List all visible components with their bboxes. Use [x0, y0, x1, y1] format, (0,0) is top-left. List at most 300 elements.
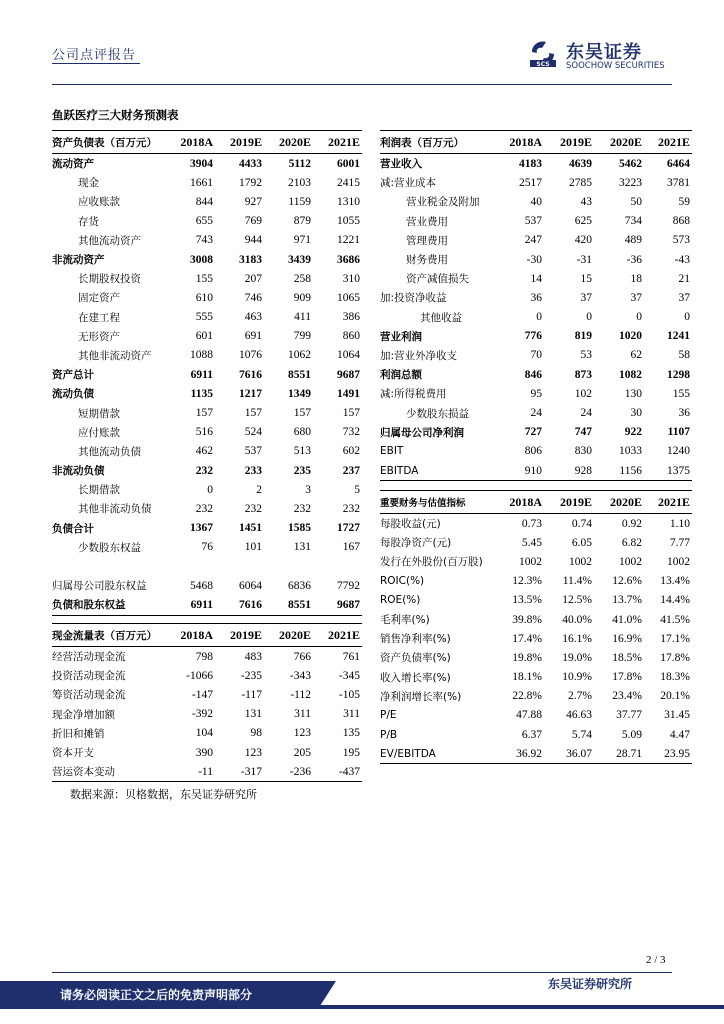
cell-value: 135	[342, 727, 360, 740]
footer-rule	[52, 972, 672, 973]
cell-value: 2517	[519, 176, 542, 189]
cell-value: 390	[195, 746, 213, 759]
cell-value: 21	[678, 272, 690, 285]
table-row	[52, 250, 362, 269]
cell-value: 233	[244, 464, 262, 477]
table-row	[52, 384, 362, 403]
cell-value: 1062	[288, 349, 311, 362]
cell-value: 1002	[619, 555, 642, 568]
cell-value: 1451	[239, 522, 262, 535]
cell-value: 24	[530, 407, 542, 420]
cell-value: 1.10	[669, 517, 690, 530]
cell-value: 41.5%	[660, 613, 690, 626]
row-label: 负债和股东权益	[52, 595, 166, 615]
cell-value: 37	[580, 291, 592, 304]
cell-value: 235	[293, 464, 311, 477]
table-row	[380, 212, 692, 231]
cell-value: -392	[191, 708, 213, 721]
year-header: 2020E	[264, 131, 313, 154]
header-underline	[52, 63, 140, 64]
row-label: 营业利润	[380, 330, 422, 343]
cell-value: 20.1%	[660, 690, 690, 703]
cell-value: 157	[342, 407, 360, 420]
cell-value: 102	[574, 387, 592, 400]
table-row	[52, 557, 362, 576]
table-row	[52, 519, 362, 538]
table-row	[52, 538, 362, 557]
row-label: EBITDA	[380, 461, 494, 481]
row-label: 非流动资产	[52, 254, 105, 267]
cell-value: 1367	[190, 522, 213, 535]
cell-value: 6001	[337, 157, 360, 170]
cell-value: 1002	[519, 555, 542, 568]
table-row	[380, 591, 692, 610]
table-row	[52, 461, 362, 480]
cell-value: 746	[244, 291, 262, 304]
balance-sheet-title: 资产负债表（百万元）	[52, 131, 166, 154]
table-row	[380, 533, 692, 552]
cell-value: 3686	[337, 253, 360, 266]
table-row	[380, 250, 692, 269]
cell-value: 1082	[619, 368, 642, 381]
cell-value: 928	[544, 461, 594, 481]
table-row	[380, 308, 692, 327]
cell-value: 2.7%	[568, 690, 592, 703]
row-label: 资产减值损失	[406, 273, 469, 286]
cell-value: 155	[672, 387, 690, 400]
cell-value: 1033	[619, 445, 642, 458]
cell-value: 13.5%	[512, 594, 542, 607]
section-title: 鱼跃医疗三大财务预测表	[52, 108, 179, 122]
cell-value: 40	[530, 195, 542, 208]
cell-value: -117	[241, 688, 262, 701]
cell-value: 873	[574, 368, 592, 381]
cell-value: 17.8%	[660, 651, 690, 664]
cell-value: 18.5%	[612, 651, 642, 664]
cell-value: 12.6%	[612, 575, 642, 588]
data-source-note: 数据来源：贝格数据，东吴证券研究所	[70, 788, 257, 801]
year-header: 2019E	[215, 624, 264, 647]
row-label: 其他收益	[420, 311, 462, 324]
cell-value: 30	[630, 407, 642, 420]
row-label: 发行在外股份(百万股)	[380, 556, 483, 569]
cell-value: 6911	[166, 595, 215, 615]
cell-value: 6464	[667, 157, 690, 170]
cell-value: 922	[624, 426, 642, 439]
cell-value: 6.82	[621, 536, 642, 549]
cell-value: 19.8%	[512, 651, 542, 664]
year-header: 2018A	[166, 131, 215, 154]
cell-value: 4.47	[669, 728, 690, 741]
cash-flow-table	[52, 623, 362, 782]
cell-value: 761	[342, 650, 360, 663]
row-label: 负债合计	[52, 522, 94, 535]
cell-value: 3223	[619, 176, 642, 189]
row-label: 利润总额	[380, 369, 422, 382]
table-row	[52, 231, 362, 250]
cell-value: 6836	[288, 579, 311, 592]
row-label: 归属母公司净利润	[380, 426, 464, 439]
cell-value: 944	[244, 234, 262, 247]
cell-value: 555	[195, 311, 213, 324]
cell-value: 8551	[288, 368, 311, 381]
cell-value: 123	[293, 727, 311, 740]
cell-value: 18.1%	[512, 671, 542, 684]
cell-value: 860	[342, 330, 360, 343]
row-label: 财务费用	[406, 254, 448, 267]
table-row	[380, 461, 692, 481]
cell-value: 76	[201, 541, 213, 554]
cell-value: 258	[293, 272, 311, 285]
cell-value: 868	[672, 215, 690, 228]
cell-value: 10.9%	[562, 671, 592, 684]
table-row	[52, 403, 362, 422]
year-header: 2019E	[544, 131, 594, 154]
cell-value: 0	[636, 311, 642, 324]
cell-value: 18.3%	[660, 671, 690, 684]
cell-value: 680	[293, 426, 311, 439]
cell-value: 601	[195, 330, 213, 343]
cell-value: 1020	[619, 330, 642, 343]
cell-value: 2415	[337, 176, 360, 189]
table-row	[52, 308, 362, 327]
year-header: 2021E	[644, 131, 692, 154]
table-row	[380, 572, 692, 591]
row-label: EBIT	[380, 445, 404, 458]
cell-value: 1088	[190, 349, 213, 362]
balance-sheet-table	[52, 130, 362, 616]
cell-value: 18	[630, 272, 642, 285]
year-header: 2020E	[594, 131, 644, 154]
cell-value: 0.92	[621, 517, 642, 530]
row-label: 减:营业成本	[380, 177, 437, 190]
cell-value: 13.7%	[612, 594, 642, 607]
table-row	[380, 365, 692, 384]
row-label: 在建工程	[78, 311, 120, 324]
row-label: 归属母公司股东权益	[52, 580, 147, 593]
cell-value: 7616	[239, 368, 262, 381]
cell-value: 691	[244, 330, 262, 343]
cell-value: 15	[580, 272, 592, 285]
table-row	[380, 403, 692, 422]
row-label: 净利润增长率(%)	[380, 690, 462, 703]
cell-value: -343	[289, 669, 311, 682]
cell-value: 819	[574, 330, 592, 343]
year-header: 2021E	[313, 131, 362, 154]
row-label: 资产总计	[52, 369, 94, 382]
cell-value: 17.4%	[512, 632, 542, 645]
row-label: 营业税金及附加	[406, 196, 480, 209]
row-label: 其他流动资产	[78, 234, 141, 247]
cell-value: 232	[195, 464, 213, 477]
cell-value: -236	[264, 762, 313, 782]
cell-value: -147	[191, 688, 213, 701]
row-label: 现金	[78, 177, 99, 190]
cell-value: 1727	[337, 522, 360, 535]
cell-value: 205	[293, 746, 311, 759]
year-header: 2018A	[494, 131, 544, 154]
row-label: 长期借款	[78, 484, 120, 497]
cell-value: 462	[195, 445, 213, 458]
cell-value: 1491	[337, 387, 360, 400]
cell-value: 420	[574, 234, 592, 247]
cell-value: 2103	[288, 176, 311, 189]
cell-value: 844	[195, 195, 213, 208]
cell-value: 232	[195, 502, 213, 515]
cell-value: 910	[494, 461, 544, 481]
cell-value: 23.4%	[612, 690, 642, 703]
table-row	[52, 705, 362, 724]
cell-value: 879	[293, 215, 311, 228]
cell-value: 1002	[667, 555, 690, 568]
cell-value: 232	[244, 502, 262, 515]
table-row	[380, 514, 692, 534]
cell-value: 732	[342, 426, 360, 439]
cell-value: 247	[524, 234, 542, 247]
table-row	[380, 423, 692, 442]
row-label: 资本开支	[52, 747, 94, 760]
cell-value: 830	[574, 445, 592, 458]
row-label: ROE(%)	[380, 594, 421, 607]
cell-value: 237	[342, 464, 360, 477]
brand-name-en: SOOCHOW SECURITIES	[566, 61, 665, 71]
year-header: 2018A	[494, 491, 544, 514]
cell-value: 0.74	[571, 517, 592, 530]
cell-value: 727	[524, 426, 542, 439]
cell-value: 769	[244, 215, 262, 228]
income-statement-table	[380, 130, 692, 481]
table-row	[52, 365, 362, 384]
cell-value: 28.71	[594, 744, 644, 764]
row-label: 营业收入	[380, 158, 422, 171]
cell-value: 16.1%	[562, 632, 592, 645]
cell-value: 927	[244, 195, 262, 208]
cell-value: -30	[526, 253, 542, 266]
cell-value: 17.8%	[612, 671, 642, 684]
cell-value: 95	[530, 387, 542, 400]
cell-value: 1156	[594, 461, 644, 481]
cell-value: 3	[305, 483, 311, 496]
cell-value: 806	[524, 445, 542, 458]
row-label: 加:营业外净收支	[380, 349, 458, 362]
table-row	[380, 192, 692, 211]
cell-value: 971	[293, 234, 311, 247]
cell-value: 16.9%	[612, 632, 642, 645]
table-row	[380, 384, 692, 403]
disclaimer-banner: 请务必阅读正文之后的免责声明部分	[0, 981, 318, 1009]
row-label: 管理费用	[406, 234, 448, 247]
table-row	[380, 552, 692, 571]
table-row	[380, 327, 692, 346]
cell-value: 7616	[215, 595, 264, 615]
row-label: 短期借款	[78, 407, 120, 420]
ratios-title: 重要财务与估值指标	[380, 491, 494, 514]
table-row	[52, 499, 362, 518]
table-row	[52, 666, 362, 685]
cell-value: 155	[195, 272, 213, 285]
table-row	[380, 610, 692, 629]
cell-value: 776	[524, 330, 542, 343]
brand-mark-icon	[528, 38, 558, 68]
cell-value: 24	[580, 407, 592, 420]
row-label: 长期股权投资	[78, 273, 141, 286]
cell-value: 2	[256, 483, 262, 496]
row-label: 应付账款	[78, 426, 120, 439]
cell-value: 1349	[288, 387, 311, 400]
row-label: 少数股东损益	[406, 407, 469, 420]
cell-value: 734	[624, 215, 642, 228]
year-header: 2020E	[594, 491, 644, 514]
footer-brand: 东吴证券研究所	[548, 977, 633, 991]
cell-value: 524	[244, 426, 262, 439]
cell-value: 602	[342, 445, 360, 458]
table-row	[52, 724, 362, 743]
cell-value: 4639	[569, 157, 592, 170]
cell-value: 131	[293, 541, 311, 554]
table-row	[380, 288, 692, 307]
year-header: 2019E	[544, 491, 594, 514]
table-row	[52, 423, 362, 442]
cell-value: 537	[244, 445, 262, 458]
row-label: P/E	[380, 709, 397, 722]
row-label: 收入增长率(%)	[380, 671, 451, 684]
cell-value: 463	[244, 311, 262, 324]
cell-value: 1298	[667, 368, 690, 381]
cell-value: 3183	[239, 253, 262, 266]
cell-value: 157	[195, 407, 213, 420]
year-header: 2020E	[264, 624, 313, 647]
cell-value: 22.8%	[512, 690, 542, 703]
cell-value: 3439	[288, 253, 311, 266]
row-label: EV/EBITDA	[380, 744, 494, 764]
table-row	[52, 576, 362, 595]
table-row	[52, 327, 362, 346]
table-row	[380, 687, 692, 706]
cell-value: 157	[244, 407, 262, 420]
cell-value: 1792	[239, 176, 262, 189]
table-row	[52, 173, 362, 192]
row-label: 少数股东权益	[78, 541, 141, 554]
row-label: 资产负债率(%)	[380, 652, 451, 665]
cell-value: 1055	[337, 215, 360, 228]
cell-value: 0	[684, 311, 690, 324]
table-row	[52, 288, 362, 307]
cell-value: 4433	[239, 157, 262, 170]
table-row	[52, 212, 362, 231]
brand-mark-text: SCS	[536, 61, 550, 68]
cell-value: 483	[244, 650, 262, 663]
cell-value: 47.88	[516, 709, 542, 722]
cell-value: 537	[524, 215, 542, 228]
row-label: 流动负债	[52, 388, 94, 401]
cell-value: 3781	[667, 176, 690, 189]
row-label: 投资活动现金流	[52, 670, 126, 683]
row-label: P/B	[380, 728, 398, 741]
cell-value: 37	[678, 291, 690, 304]
row-label: 筹资活动现金流	[52, 689, 126, 702]
cell-value: 573	[672, 234, 690, 247]
cash-flow-title: 现金流量表（百万元）	[52, 624, 166, 647]
cell-value: 104	[195, 727, 213, 740]
header-rule	[52, 84, 672, 85]
row-label: 其他非流动负债	[78, 503, 152, 516]
table-row	[52, 685, 362, 704]
table-row	[380, 648, 692, 667]
table-row	[52, 480, 362, 499]
cell-value: 5112	[288, 157, 311, 170]
cell-value: 9687	[313, 595, 362, 615]
cell-value: 1064	[337, 349, 360, 362]
cell-value: -11	[166, 762, 215, 782]
row-label: 毛利率(%)	[380, 614, 430, 627]
row-label: 减:所得税费用	[380, 388, 447, 401]
cell-value	[264, 557, 313, 576]
year-header: 2021E	[644, 491, 692, 514]
table-row	[52, 346, 362, 365]
table-row	[52, 647, 362, 667]
row-label: 每股收益(元)	[380, 518, 441, 531]
table-row	[380, 706, 692, 725]
cell-value: 3008	[190, 253, 213, 266]
row-label: 营业费用	[406, 215, 448, 228]
row-label: 每股净资产(元)	[380, 537, 452, 550]
cell-value: 846	[524, 368, 542, 381]
table-row	[380, 346, 692, 365]
cell-value: 0	[536, 311, 542, 324]
row-label: 固定资产	[78, 292, 120, 305]
cell-value: 232	[342, 502, 360, 515]
cell-value: 11.4%	[562, 575, 592, 588]
cell-value: 655	[195, 215, 213, 228]
cell-value: 1375	[644, 461, 692, 481]
table-header-row	[52, 131, 362, 154]
cell-value: 12.3%	[512, 575, 542, 588]
cell-value: 131	[244, 708, 262, 721]
table-row	[380, 231, 692, 250]
cell-value: -317	[215, 762, 264, 782]
row-label: 非流动负债	[52, 465, 105, 478]
row-label: 现金净增加额	[52, 708, 115, 721]
cell-value: 167	[342, 541, 360, 554]
cell-value: 8551	[264, 595, 313, 615]
cell-value	[166, 557, 215, 576]
cell-value: 36.07	[544, 744, 594, 764]
year-header: 2019E	[215, 131, 264, 154]
brand-name-cn: 东吴证券	[566, 42, 642, 63]
table-row	[52, 442, 362, 461]
cell-value: 36	[678, 407, 690, 420]
table-row	[52, 743, 362, 762]
cell-value: -437	[313, 762, 362, 782]
cell-value: 59	[678, 195, 690, 208]
cell-value: 5.09	[621, 728, 642, 741]
row-label: 流动资产	[52, 158, 94, 171]
table-header-row	[380, 491, 692, 514]
cell-value: -105	[338, 688, 360, 701]
table-row	[380, 744, 692, 764]
row-label: 经营活动现金流	[52, 651, 126, 664]
page-number: 2 / 3	[646, 954, 666, 966]
cell-value: 9687	[337, 368, 360, 381]
cell-value: 3904	[190, 157, 213, 170]
cell-value: 195	[342, 746, 360, 759]
cell-value: 58	[678, 349, 690, 362]
cell-value: 516	[195, 426, 213, 439]
row-label: 存货	[78, 215, 99, 228]
cell-value: 1585	[288, 522, 311, 535]
cell-value: 39.8%	[512, 613, 542, 626]
cell-value: -235	[240, 669, 262, 682]
